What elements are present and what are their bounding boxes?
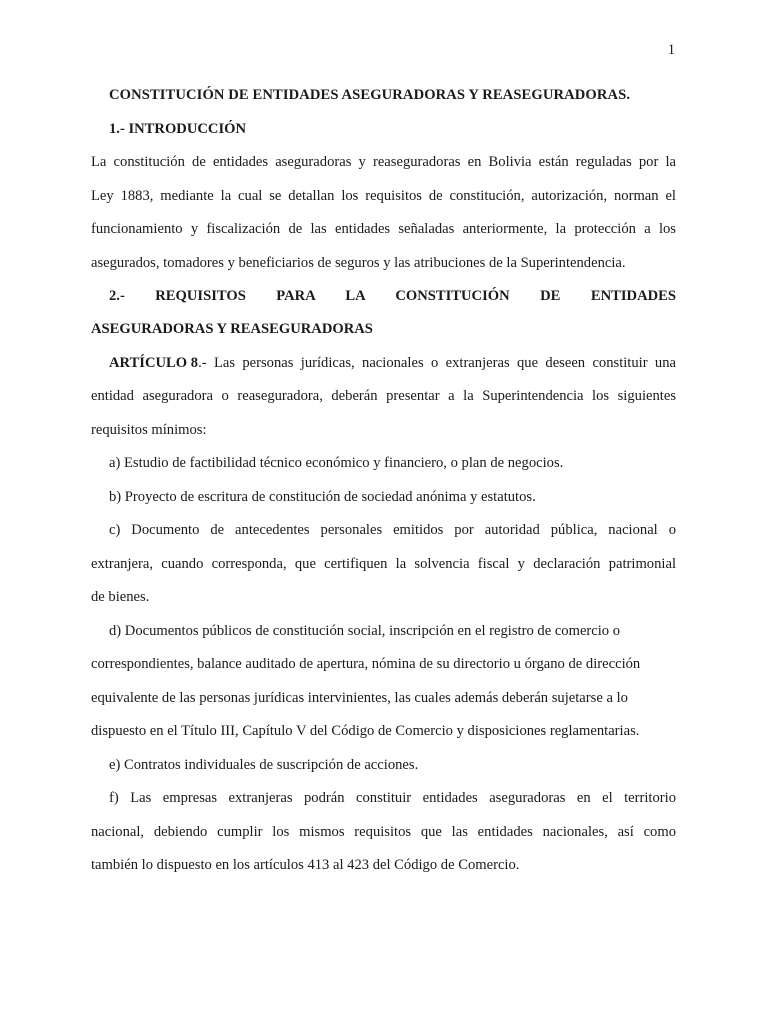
item-f-line-3: también lo dispuesto en los artículos 413 al 423 del Código de Comercio.	[91, 857, 520, 873]
intro-line-2: Ley 1883, mediante la cual se detallan los requisitos de constitución, autorización, norman el	[91, 188, 676, 204]
item-e: e) Contratos individuales de suscripción de acciones.	[109, 757, 419, 773]
item-c-line-1: c) Documento de antecedentes personales emitidos por autoridad pública, nacional o	[109, 522, 676, 538]
section-2-heading-line-2: ASEGURADORAS Y REASEGURADORAS	[91, 321, 373, 337]
article-8-first-line	[109, 355, 676, 372]
section-2-heading-line-1: 2.- REQUISITOS PARA LA CONSTITUCIÓN DE ENTIDADES	[109, 288, 676, 304]
item-d-line-2: correspondientes, balance auditado de apertura, nómina de su directorio u órgano de dirección	[91, 656, 641, 672]
item-f-line-1: f) Las empresas extranjeras podrán constituir entidades aseguradoras en el territorio	[109, 790, 676, 806]
section-1-heading: 1.- INTRODUCCIÓN	[109, 121, 247, 137]
item-a: a) Estudio de factibilidad técnico económico y financiero, o plan de negocios.	[109, 455, 564, 471]
document-title: CONSTITUCIÓN DE ENTIDADES ASEGURADORAS Y REASEGURADORAS.	[109, 87, 631, 103]
article-label: ARTÍCULO 8	[109, 355, 199, 371]
article-line-2: entidad aseguradora o reaseguradora, deberán presentar a la Superintendencia los siguientes	[91, 388, 676, 404]
item-d-line-3: equivalente de las personas jurídicas intervinientes, las cuales además deberán sujetarse a lo	[91, 690, 628, 706]
article-line-1-text: .- Las personas jurídicas, nacionales o extranjeras que deseen constituir una	[198, 355, 676, 371]
intro-line-1: La constitución de entidades aseguradoras y reaseguradoras en Bolivia están reguladas por la	[91, 154, 676, 170]
item-b: b) Proyecto de escritura de constitución de sociedad anónima y estatutos.	[109, 489, 536, 505]
item-d-line-1: d) Documentos públicos de constitución social, inscripción en el registro de comercio o	[109, 623, 621, 639]
item-c-line-3: de bienes.	[91, 589, 150, 605]
intro-line-3: funcionamiento y fiscalización de las entidades señaladas anteriormente, la protección a los	[91, 221, 676, 237]
item-f-line-2: nacional, debiendo cumplir los mismos requisitos que las entidades nacionales, así como	[91, 824, 676, 840]
item-d-line-4: dispuesto en el Título III, Capítulo V del Código de Comercio y disposiciones reglamentarias.	[91, 723, 640, 739]
item-c-line-2: extranjera, cuando corresponda, que certifiquen la solvencia fiscal y declaración patrimonial	[91, 556, 676, 572]
intro-line-4: asegurados, tomadores y beneficiarios de seguros y las atribuciones de la Superintendencia.	[91, 255, 626, 271]
page-number: 1	[667, 42, 675, 58]
article-line-3: requisitos mínimos:	[91, 422, 207, 438]
